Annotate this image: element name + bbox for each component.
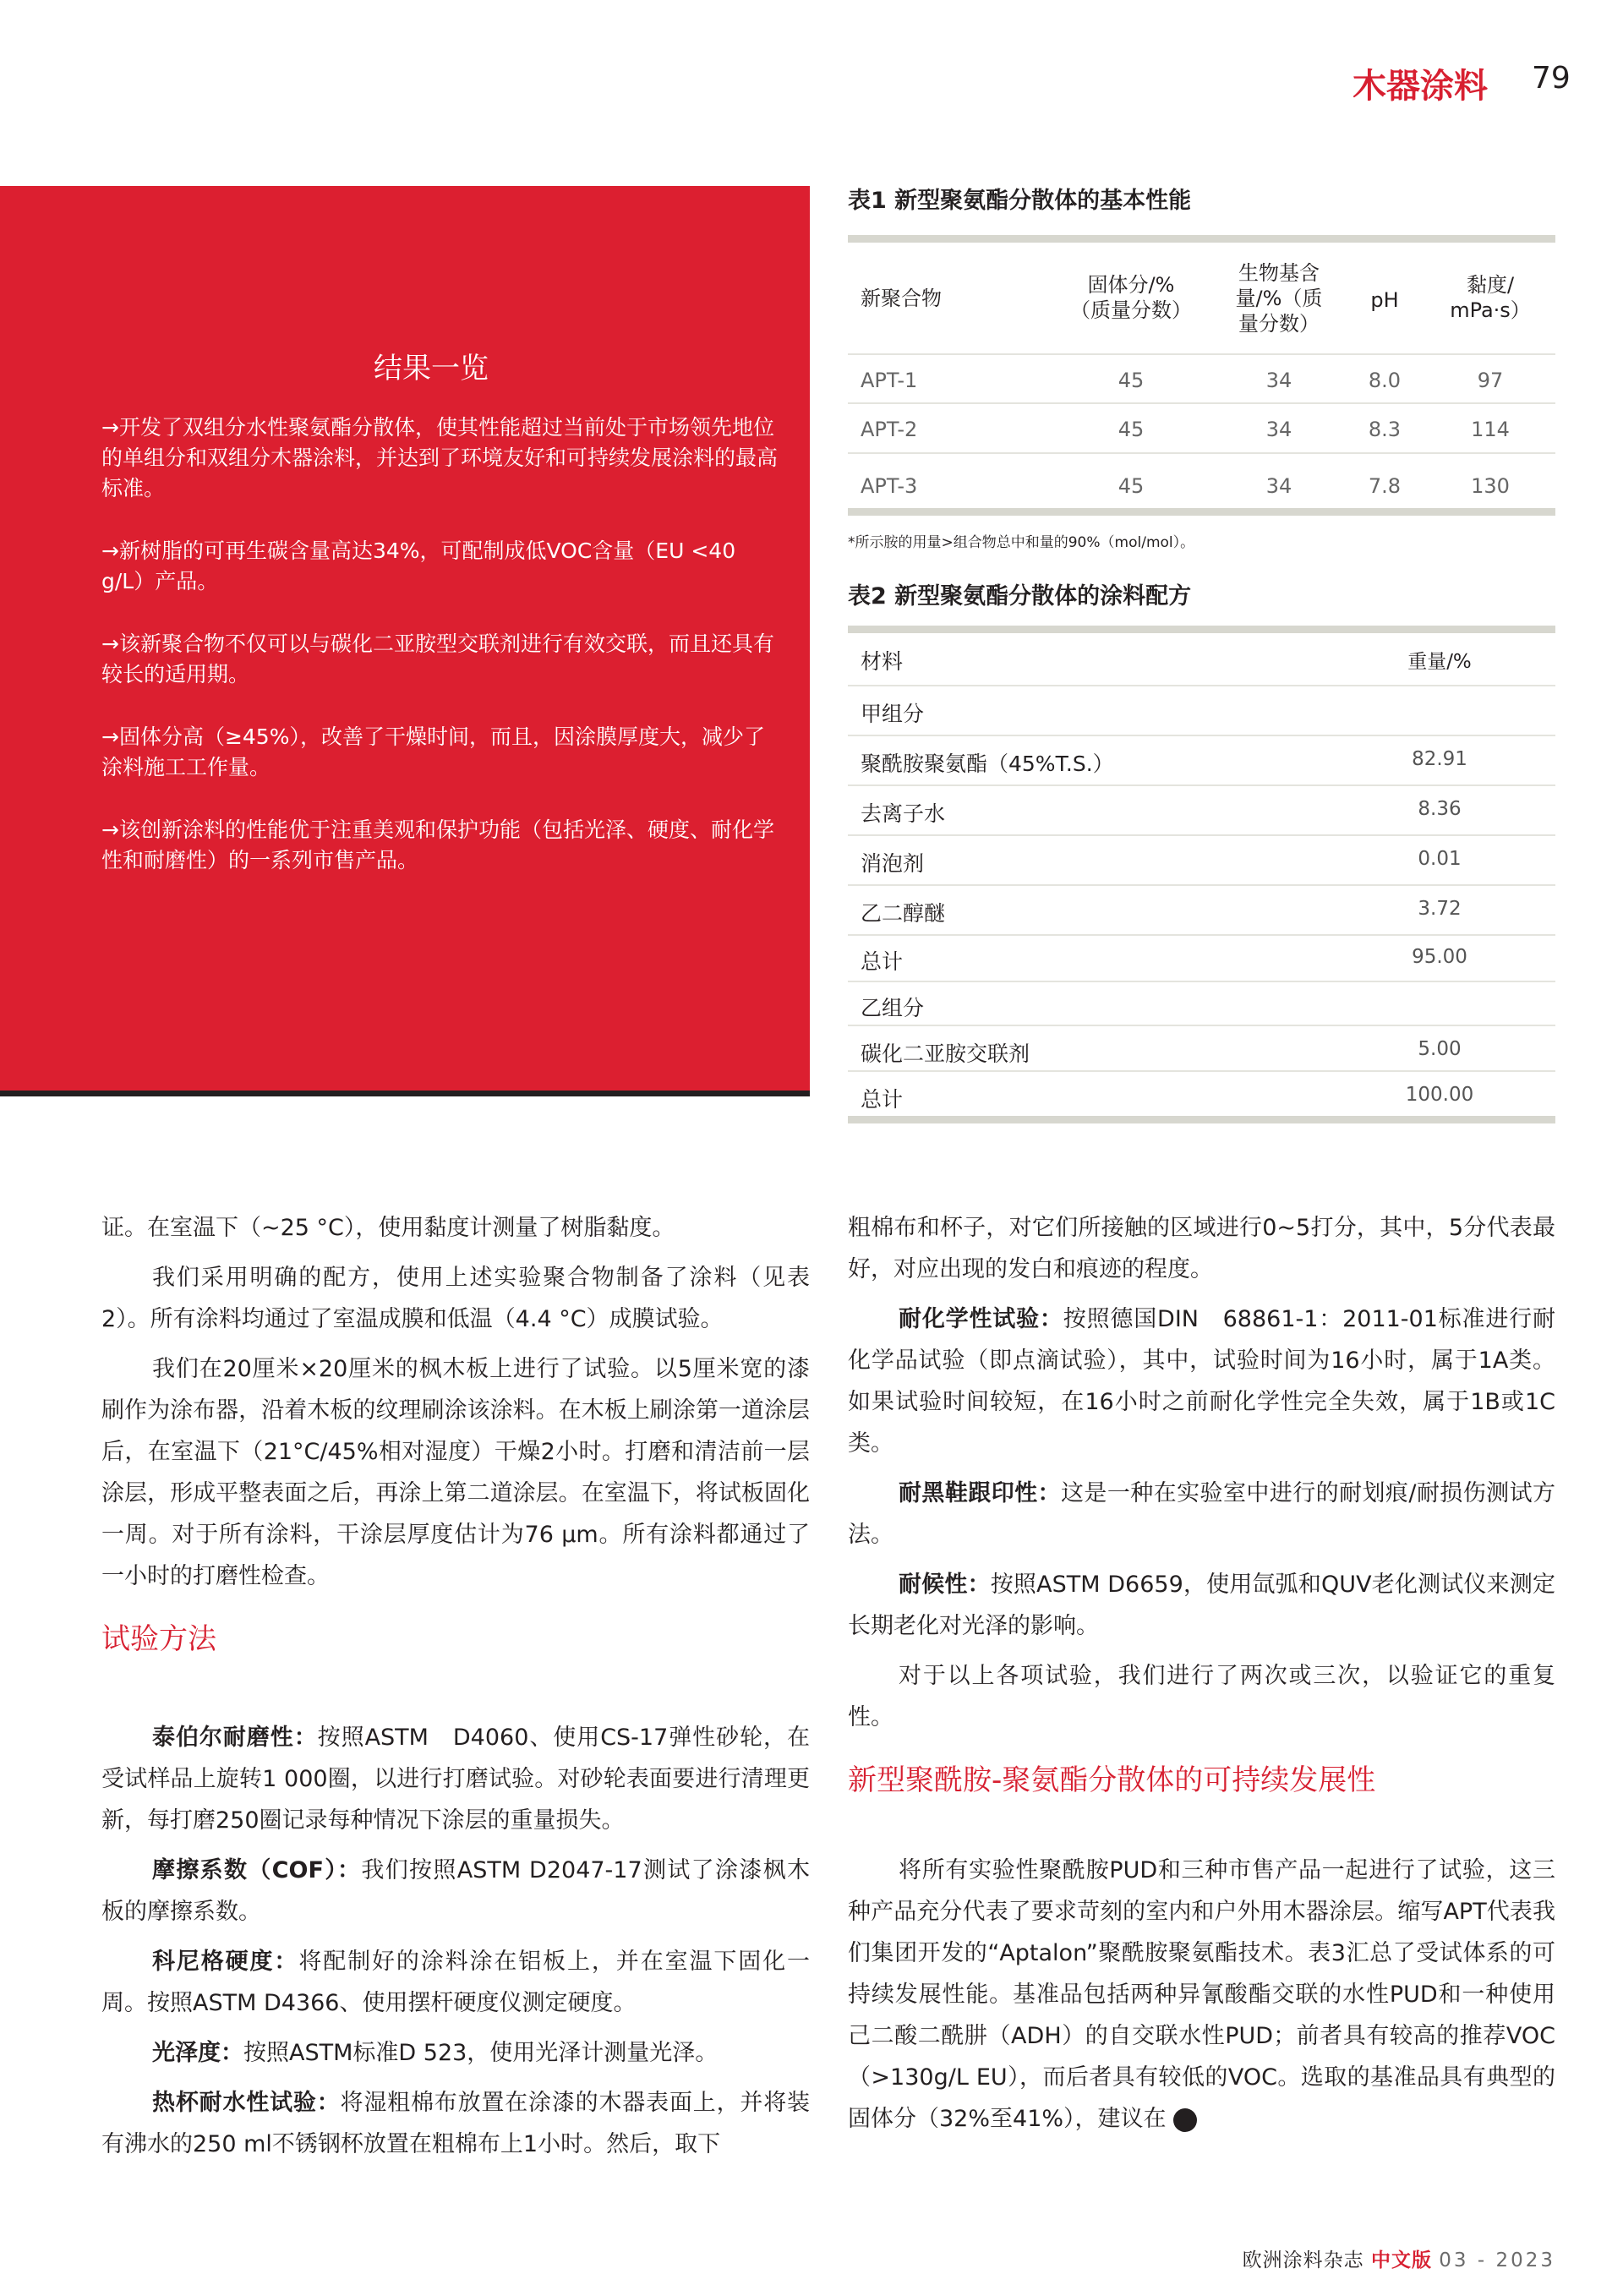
table-row: 甲组分 [861, 702, 925, 726]
table1-header-cell: 生物基含 量/%（质 量分数） [1235, 261, 1323, 336]
paragraph: 将所有实验性聚酰胺PUD和三种市售产品一起进行了试验，这三种产品充分代表了要求苛刻的室内和户外用木器涂层。缩写APT代表我们集团开发的“Aptalon”聚酰胺聚氨酯技术。表3汇总了受试体系的可持续发展性能。基准品包括两种异氰酸酯交联的水性PUD和一种使用己二酸二酰肼（ADH）的自交联水性PUD；前者具有较高的推荐VOC（>130g/L EU），而后者具有较低的VOC。选取的基准品具有典型的固体分（32%至41%），建议在 ➤ [848, 1857, 1555, 2132]
paragraph: 对于以上各项试验，我们进行了两次或三次，以验证它的重复性。 [848, 1663, 1555, 1730]
magazine-name: 欧洲涂料杂志 [1242, 2250, 1364, 2271]
table1-header-cell: pH [1370, 288, 1399, 312]
paragraph: 粗棉布和杯子，对它们所接触的区域进行0~5打分，其中，5分代表最好，对应出现的发白和痕迹的程度。 [848, 1215, 1555, 1282]
section-heading: 试验方法 [101, 1622, 216, 1656]
section-title: 木器涂料 [1352, 67, 1488, 106]
summary-list [101, 413, 778, 908]
table2-bottom-rule [848, 1116, 1555, 1123]
arrow-right-circle-icon: ➤ [1173, 2108, 1197, 2132]
table1-header-cell: 黏度/ mPa·s） [1450, 273, 1531, 322]
table-row: 消泡剂 0.01 [861, 848, 1462, 876]
term-label: 热杯耐水性试验： [152, 2090, 341, 2116]
term-label: 泰伯尔耐磨性： [152, 1725, 318, 1751]
paragraph: 科尼格硬度：将配制好的涂料涂在铝板上，并在室温下固化一周。按照ASTM D4366、使用摆杆硬度仪测定硬度。 [101, 1949, 811, 2016]
table2-caption: 表2 新型聚氨酯分散体的涂料配方 [848, 583, 1192, 610]
paragraph: 证。在室温下（~25 °C），使用黏度计测量了树脂黏度。 [101, 1215, 675, 1241]
summary-item: →开发了双组分水性聚氨酯分散体，使其性能超过当前处于市场领先地位的单组分和双组分木器涂料，并达到了环境友好和可持续发展涂料的最高标准。 [101, 415, 779, 500]
table-row: 总计 100.00 [861, 1084, 1474, 1112]
table1-bottom-rule [848, 508, 1555, 516]
table1-note: *所示胺的用量>组合物总中和量的90%（mol/mol）。 [848, 534, 1195, 551]
paragraph: 我们采用明确的配方，使用上述实验聚合物制备了涂料（见表2）。所有涂料均通过了室温成膜和低温（4.4 °C）成膜试验。 [101, 1265, 810, 1332]
term-label: 耐黑鞋跟印性： [899, 1480, 1061, 1506]
paragraph: 我们在20厘米×20厘米的枫木板上进行了试验。以5厘米宽的漆刷作为涂布器，沿着木板的纹理刷涂该涂料。在木板上刷涂第一道涂层后，在室温下（21°C/45%相对湿度）干燥2小时。打磨和清洁前一层涂层，形成平整表面之后，再涂上第二道涂层。在室温下，将试板固化一周。对于所有涂料，干涂层厚度估计为76 μm。所有涂料都通过了一小时的打磨性检查。 [101, 1356, 810, 1589]
table-row: APT-1 45 34 8.0 97 [861, 369, 1504, 392]
footer [1243, 2244, 1555, 2272]
paragraph: 光泽度：按照ASTM标准D 523，使用光泽计测量光泽。 [152, 2040, 719, 2066]
page-number: 79 [1532, 61, 1571, 96]
table1-header-cell: 固体分/% （质量分数） [1070, 273, 1192, 322]
term-label: 光泽度： [152, 2040, 243, 2066]
summary-item: →该新聚合物不仅可以与碳化二亚胺型交联剂进行有效交联，而且还具有较长的适用期。 [101, 631, 774, 686]
term-label: 耐化学性试验： [899, 1306, 1063, 1332]
table-row: 乙二醇醚 3.72 [861, 898, 1462, 926]
table-row: 乙组分 [861, 996, 925, 1020]
term-label: 科尼格硬度： [152, 1949, 299, 1975]
summary-item: →固体分高（≥45%），改善了干燥时间，而且，因涂膜厚度大，减少了涂料施工工作量。 [101, 724, 765, 779]
paragraph: 泰伯尔耐磨性：按照ASTM D4060、使用CS-17弹性砂轮，在受试样品上旋转1 000圈，以进行打磨试验。对砂轮表面要进行清理更新，每打磨250圈记录每种情况下涂层的重量损失。 [101, 1725, 810, 1834]
paragraph: 摩擦系数（COF）：我们按照ASTM D2047-17测试了涂漆枫木板的摩擦系数。 [101, 1857, 810, 1925]
left-column [101, 1207, 810, 2173]
table-row: 聚酰胺聚氨酯（45%T.S.） 82.91 [861, 748, 1467, 776]
table1-caption: 表1 新型聚氨酯分散体的基本性能 [848, 188, 1192, 214]
table-row: 去离子水 8.36 [861, 798, 1462, 826]
paragraph: 耐黑鞋跟印性：这是一种在实验室中进行的耐划痕/耐损伤测试方法。 [848, 1480, 1555, 1548]
table2-top-rule [848, 626, 1555, 633]
table1-top-rule [848, 235, 1555, 243]
table2-header: 材料 重量/% [861, 649, 1472, 674]
summary-item: →新树脂的可再生碳含量高达34%，可配制成低VOC含量（EU <40 g/L）产品。 [101, 538, 736, 593]
table-row: 碳化二亚胺交联剂 5.00 [861, 1038, 1462, 1066]
issue-number: 03 - 2023 [1439, 2250, 1555, 2271]
paragraph: 耐化学性试验：按照德国DIN 68861-1：2011-01标准进行耐化学品试验（即点滴试验），其中，试验时间为16小时，属于1A类。如果试验时间较短，在16小时之前耐化学性完全失效，属于1B或1C类。 [848, 1306, 1555, 1457]
table1-divider [848, 452, 1555, 454]
term-label: 摩擦系数（COF）： [152, 1857, 362, 1883]
summary-title: 结果一览 [374, 352, 489, 385]
paragraph: 热杯耐水性试验：将湿粗棉布放置在涂漆的木器表面上，并将装有沸水的250 ml不锈钢杯放置在粗棉布上1小时。然后，取下 [101, 2090, 811, 2157]
table-row: APT-2 45 34 8.3 114 [861, 418, 1510, 441]
edition-label: 中文版 [1370, 2250, 1432, 2271]
summary-box-shadow [0, 1091, 810, 1096]
table1-header [848, 254, 1555, 353]
right-column [848, 1207, 1555, 2148]
table-row: APT-3 45 34 7.8 130 [861, 474, 1510, 498]
term-label: 耐候性： [899, 1572, 991, 1598]
section-heading: 新型聚酰胺-聚氨酯分散体的可持续发展性 [848, 1763, 1376, 1797]
table1-header-cell: 新聚合物 [861, 287, 942, 310]
summary-item: →该创新涂料的性能优于注重美观和保护功能（包括光泽、硬度、耐化学性和耐磨性）的一系列市售产品。 [101, 817, 774, 872]
table-row: 总计 95.00 [861, 946, 1467, 974]
paragraph: 耐候性：按照ASTM D6659，使用氙弧和QUV老化测试仪来测定长期老化对光泽的影响。 [848, 1572, 1555, 1639]
